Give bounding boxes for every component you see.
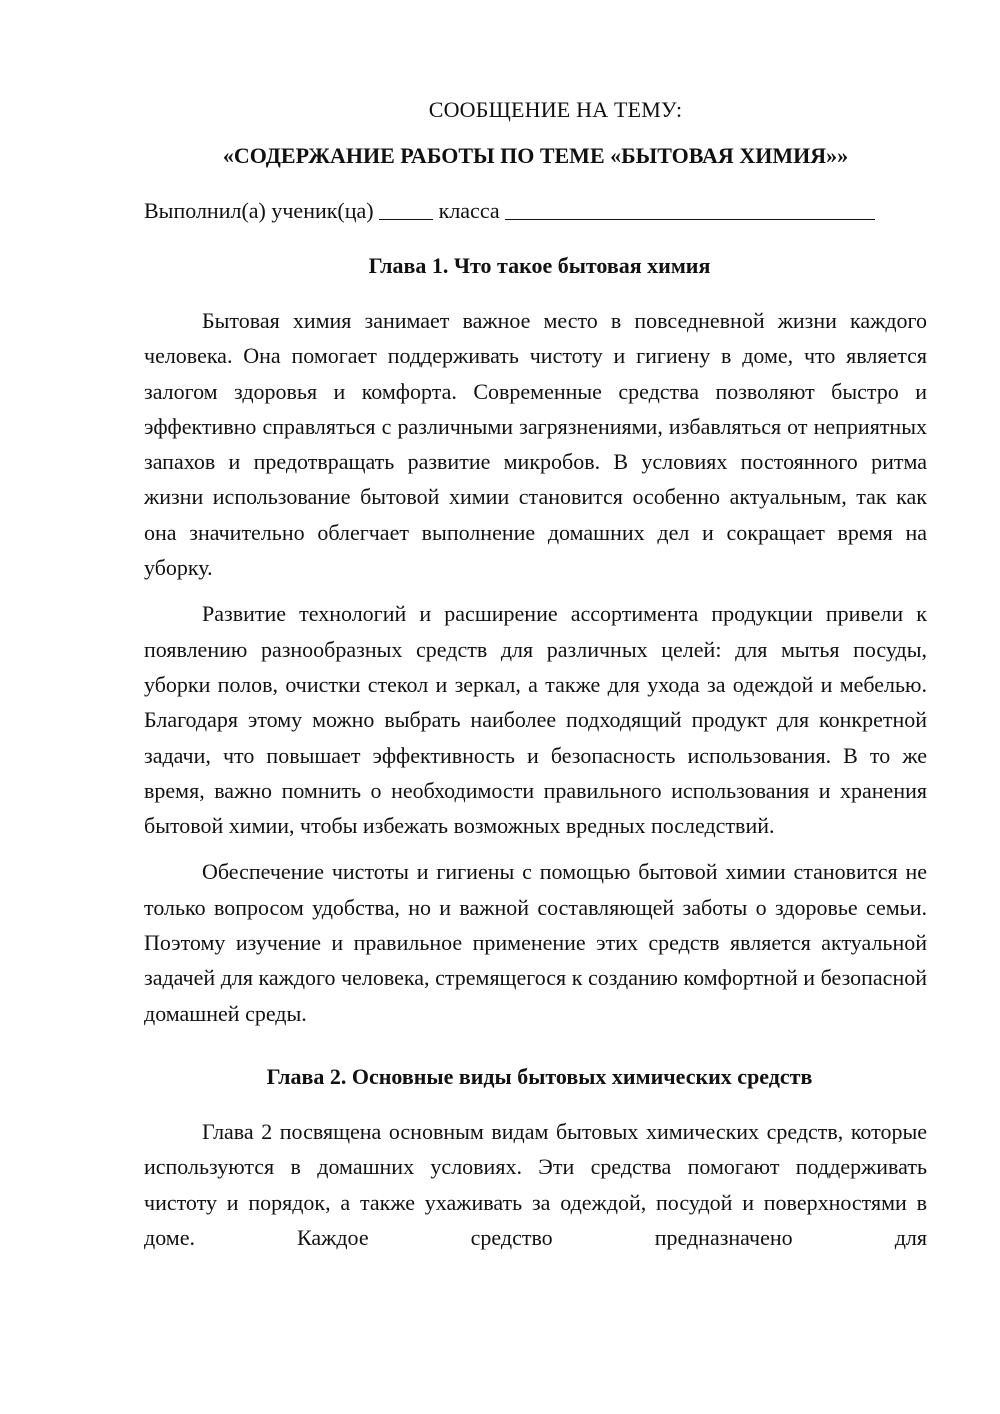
chapter-2-paragraph-1: Глава 2 посвящена основным видам бытовых химических средств, которые используются в домашних условиях. Эти средства помогают поддерживать чистоту и порядок, а также ухаживать за одеждой, посудой и поверхностями в доме. Каждое средство предназначено для bbox=[144, 1118, 927, 1250]
document-title-line-2: «СОДЕРЖАНИЕ РАБОТЫ ПО ТЕМЕ «БЫТОВАЯ ХИМИЯ»» bbox=[222, 143, 849, 168]
document-page bbox=[144, 94, 927, 1255]
chapter-2-heading: Глава 2. Основные виды бытовых химических средств bbox=[266, 1063, 813, 1089]
class-number-blank bbox=[379, 197, 433, 220]
author-prefix: Выполнил(а) ученик(ца) bbox=[144, 198, 374, 223]
chapter-1-paragraph-3: Обеспечение чистоты и гигиены с помощью бытовой химии становится не только вопросом удобства, но и важной составляющей заботы о здоровье семьи. Поэтому изучение и правильное применение этих средств является актуальной задачей для каждого человека, стремящегося к созданию комфортной и безопасной домашней среды. bbox=[144, 859, 927, 1026]
chapter-1-heading: Глава 1. Что такое бытовая химия bbox=[368, 253, 711, 278]
student-name-blank bbox=[505, 197, 875, 220]
chapter-1-paragraph-2: Развитие технологий и расширение ассортимента продукции привели к появлению разнообразных средств для различных целей: для мытья посуды, уборки полов, очистки стекол и зеркал, а также для ухода за одеждой и мебелью. Благодаря этому можно выбрать наиболее подходящий продукт для конкретной задачи, что повышает эффективность и безопасность использования. В то же время, важно помнить о необходимости правильного использования и хранения бытовой химии, чтобы избежать возможных вредных последствий. bbox=[144, 601, 927, 839]
class-label: класса bbox=[438, 198, 500, 223]
author-line bbox=[144, 195, 927, 227]
document-title-line-1: СООБЩЕНИЕ НА ТЕМУ: bbox=[428, 97, 683, 122]
chapter-1-paragraph-1: Бытовая химия занимает важное место в повседневной жизни каждого человека. Она помогает поддерживать чистоту и гигиену в доме, что является залогом здоровья и комфорта. Современные средства позволяют быстро и эффективно справляться с различными загрязнениями, избавляться от неприятных запахов и предотвращать развитие микробов. В условиях постоянного ритма жизни использование бытовой химии становится особенно актуальным, так как она значительно облегчает выполнение домашних дел и сокращает время на уборку. bbox=[144, 308, 927, 581]
